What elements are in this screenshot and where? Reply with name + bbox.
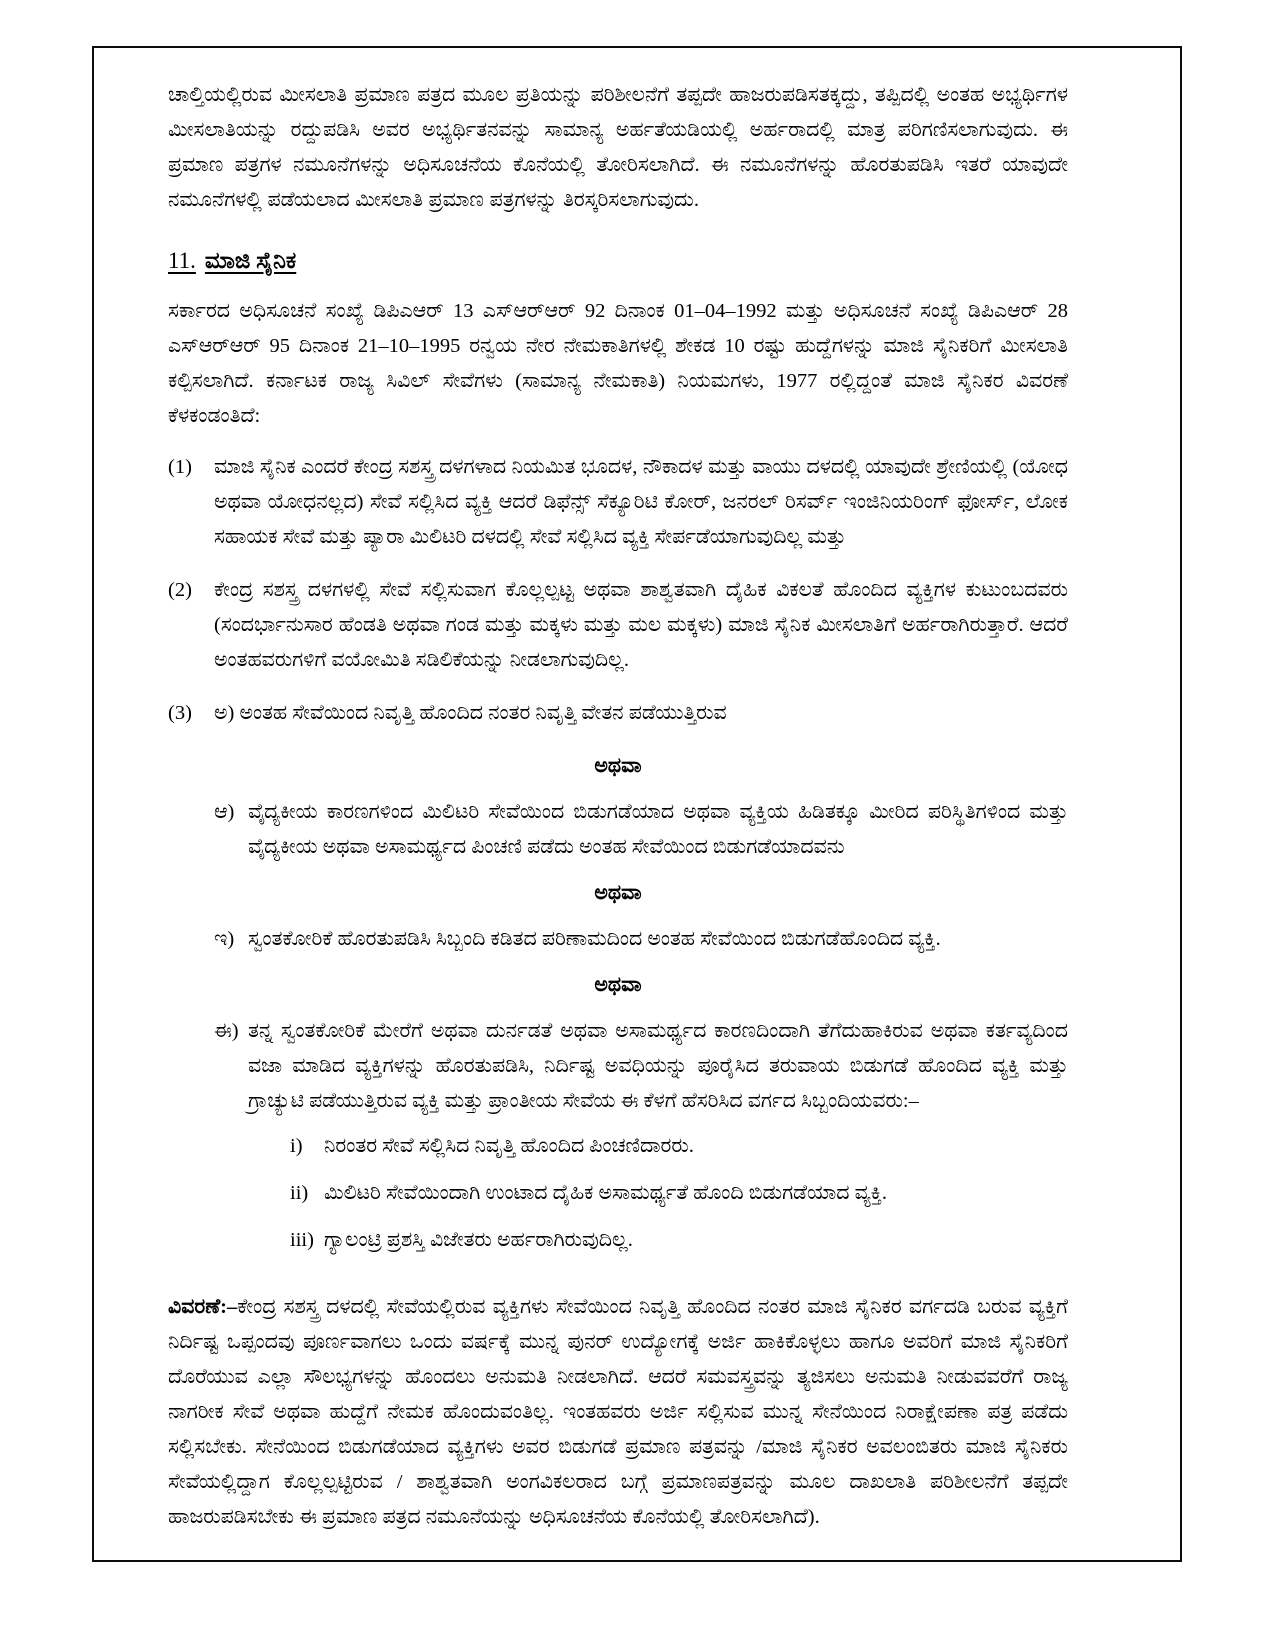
intro-paragraph: ಚಾಲ್ತಿಯಲ್ಲಿರುವ ಮೀಸಲಾತಿ ಪ್ರಮಾಣ ಪತ್ರದ ಮೂಲ ಪ್ರತಿಯನ್ನು ಪರಿಶೀಲನೆಗೆ ತಪ್ಪದೇ ಹಾಜರುಪಡಿಸತಕ್ಕದ್ದು, ತಪ್ಪಿದಲ್ಲಿ ಅಂತಹ ಅಭ್ಯರ್ಥಿಗಳ ಮೀಸಲಾತಿಯನ್ನು ರದ್ದುಪಡಿಸಿ ಅವರ ಅಭ್ಯರ್ಥಿತನವನ್ನು ಸಾಮಾನ್ಯ ಅರ್ಹತೆಯಡಿಯಲ್ಲಿ ಅರ್ಹರಾದಲ್ಲಿ ಮಾತ್ರ ಪರಿಗಣಿಸಲಾಗುವುದು. ಈ ಪ್ರಮಾಣ ಪತ್ರಗಳ ನಮೂನೆಗಳನ್ನು ಅಧಿಸೂಚನೆಯ ಕೊನೆಯಲ್ಲಿ ತೋರಿಸಲಾಗಿದೆ. ಈ ನಮೂನೆಗಳನ್ನು ಹೊರತುಪಡಿಸಿ ಇತರೆ ಯಾವುದೇ ನಮೂನೆಗಳಲ್ಲಿ ಪಡೆಯಲಾದ ಮೀಸಲಾತಿ ಪ್ರಮಾಣ ಪತ್ರಗಳನ್ನು ತಿರಸ್ಕರಿಸಲಾಗುವುದು. — [168, 84, 1068, 211]
section-lead-paragraph: ಸರ್ಕಾರದ ಅಧಿಸೂಚನೆ ಸಂಖ್ಯೆ ಡಿಪಿಎಆರ್ 13 ಎಸ್‌ಆರ್‌ಆರ್ 92 ದಿನಾಂಕ 01–04–1992 ಮತ್ತು ಅಧಿಸೂಚನೆ ಸಂಖ್ಯೆ ಡಿಪಿಎಆರ್ 28 ಎಸ್‌ಆರ್‌ಆರ್ 95 ದಿನಾಂಕ 21–10–1995 ರನ್ವಯ ನೇರ ನೇಮಕಾತಿಗಳಲ್ಲಿ ಶೇಕಡ 10 ರಷ್ಟು ಹುದ್ದೆಗಳನ್ನು ಮಾಜಿ ಸೈನಿಕರಿಗೆ ಮೀಸಲಾತಿ ಕಲ್ಪಿಸಲಾಗಿದೆ. ಕರ್ನಾಟಕ ರಾಜ್ಯ ಸಿವಿಲ್ ಸೇವೆಗಳು (ಸಾಮಾನ್ಯ ನೇಮಕಾತಿ) ನಿಯಮಗಳು, 1977 ರಲ್ಲಿದ್ದಂತೆ ಮಾಜಿ ಸೈನಿಕರ ವಿವರಣೆ ಕೆಳಕಂಡಂತಿದೆ: — [168, 300, 1068, 427]
separator-athava-1: ಅಥವಾ — [594, 755, 642, 777]
subclause-ee-marker: ಈ) — [214, 1020, 239, 1042]
subclause-i-marker: ಇ) — [214, 928, 235, 950]
roman-item-ii-text: ಮಿಲಿಟರಿ ಸೇವೆಯಿಂದಾಗಿ ಉಂಟಾದ ದೈಹಿಕ ಅಸಾಮರ್ಥ್ಯತೆ ಹೊಂದಿ ಬಿಡುಗಡೆಯಾದ ವ್ಯಕ್ತಿ. — [324, 1182, 888, 1204]
section-heading — [168, 244, 1068, 278]
subclause-ee — [168, 1014, 1068, 1119]
subclause-i — [168, 922, 1068, 957]
explanation-paragraph — [168, 1290, 1068, 1535]
roman-item-ii — [290, 1176, 1068, 1211]
subclause-aa-text: ವೈದ್ಯಕೀಯ ಕಾರಣಗಳಿಂದ ಮಿಲಿಟರಿ ಸೇವೆಯಿಂದ ಬಿಡುಗಡೆಯಾದ ಅಥವಾ ವ್ಯಕ್ತಿಯ ಹಿಡಿತಕ್ಕೂ ಮೀರಿದ ಪರಿಸ್ಥಿತಿಗಳಿಂದ ಮತ್ತು ವೈದ್ಯಕೀಯ ಅಥವಾ ಅಸಾಮರ್ಥ್ಯದ ಪಿಂಚಣಿ ಪಡೆದು ಅಂತಹ ಸೇವೆಯಿಂದ ಬಿಡುಗಡೆಯಾದವನು — [248, 801, 1068, 858]
section-number: 11. — [168, 248, 196, 273]
separator-athava-2: ಅಥವಾ — [594, 882, 642, 904]
clause-3-marker: (3) — [168, 702, 192, 724]
section-title: ಮಾಜಿ ಸೈನಿಕ — [204, 248, 297, 273]
subclause-ee-text: ತನ್ನ ಸ್ವಂತಕೋರಿಕೆ ಮೇರೆಗೆ ಅಥವಾ ದುರ್ನಡತೆ ಅಥವಾ ಅಸಾಮರ್ಥ್ಯದ ಕಾರಣದಿಂದಾಗಿ ತೆಗೆದುಹಾಕಿರುವ ಅಥವಾ ಕರ್ತವ್ಯದಿಂದ ವಜಾ ಮಾಡಿದ ವ್ಯಕ್ತಿಗಳನ್ನು ಹೊರತುಪಡಿಸಿ, ನಿರ್ದಿಷ್ಟ ಅವಧಿಯನ್ನು ಪೂರೈಸಿದ ತರುವಾಯ ಬಿಡುಗಡೆ ಹೊಂದಿದ ವ್ಯಕ್ತಿ ಮತ್ತು ಗ್ರಾಚ್ಯುಟಿ ಪಡೆಯುತ್ತಿರುವ ವ್ಯಕ್ತಿ ಮತ್ತು ಪ್ರಾಂತೀಯ ಸೇವೆಯ ಈ ಕೆಳಗೆ ಹೆಸರಿಸಿದ ವರ್ಗದ ಸಿಬ್ಬಂದಿಯವರು:– — [248, 1020, 1068, 1112]
subclause-aa-marker: ಆ) — [214, 801, 235, 823]
explanation-text: ಕೇಂದ್ರ ಸಶಸ್ತ್ರ ದಳದಲ್ಲಿ ಸೇವೆಯಲ್ಲಿರುವ ವ್ಯಕ್ತಿಗಳು ಸೇವೆಯಿಂದ ನಿವೃತ್ತಿ ಹೊಂದಿದ ನಂತರ ಮಾಜಿ ಸೈನಿಕರ ವರ್ಗದಡಿ ಬರುವ ವ್ಯಕ್ತಿಗೆ ನಿರ್ದಿಷ್ಟ ಒಪ್ಪಂದವು ಪೂರ್ಣವಾಗಲು ಒಂದು ವರ್ಷಕ್ಕೆ ಮುನ್ನ ಪುನರ್ ಉದ್ಯೋಗಕ್ಕೆ ಅರ್ಜಿ ಹಾಕಿಕೊಳ್ಳಲು ಹಾಗೂ ಅವರಿಗೆ ಮಾಜಿ ಸೈನಿಕರಿಗೆ ದೊರೆಯುವ ಎಲ್ಲಾ ಸೌಲಭ್ಯಗಳನ್ನು ಹೊಂದಲು ಅನುಮತಿ ನೀಡಲಾಗಿದೆ. ಆದರೆ ಸಮವಸ್ತ್ರವನ್ನು ತ್ಯಜಿಸಲು ಅನುಮತಿ ನೀಡುವವರೆಗೆ ರಾಜ್ಯ ನಾಗರೀಕ ಸೇವೆ ಅಥವಾ ಹುದ್ದೆಗೆ ನೇಮಕ ಹೊಂದುವಂತಿಲ್ಲ. ಇಂತಹವರು ಅರ್ಜಿ ಸಲ್ಲಿಸುವ ಮುನ್ನ ಸೇನೆಯಿಂದ ನಿರಾಕ್ಷೇಪಣಾ ಪತ್ರ ಪಡೆದು ಸಲ್ಲಿಸಬೇಕು. ಸೇನೆಯಿಂದ ಬಿಡುಗಡೆಯಾದ ವ್ಯಕ್ತಿಗಳು ಅವರ ಬಿಡುಗಡೆ ಪ್ರಮಾಣ ಪತ್ರವನ್ನು /ಮಾಜಿ ಸೈನಿಕರ ಅವಲಂಬಿತರು ಮಾಜಿ ಸೈನಿಕರು ಸೇವೆಯಲ್ಲಿದ್ದಾಗ ಕೊಲ್ಲಲ್ಪಟ್ಟಿರುವ / ಶಾಶ್ವತವಾಗಿ ಅಂಗವಿಕಲರಾದ ಬಗ್ಗೆ ಪ್ರಮಾಣಪತ್ರವನ್ನು ಮೂಲ ದಾಖಲಾತಿ ಪರಿಶೀಲನೆಗೆ ತಪ್ಪದೇ ಹಾಜರುಪಡಿಸಬೇಕು ಈ ಪ್ರಮಾಣ ಪತ್ರದ ನಮೂನೆಯನ್ನು ಅಧಿಸೂಚನೆಯ ಕೊನೆಯಲ್ಲಿ ತೋರಿಸಲಾಗಿದೆ). — [168, 1296, 1068, 1528]
clause-1 — [168, 450, 1068, 555]
roman-item-i — [290, 1129, 1068, 1164]
subclause-aa — [168, 795, 1068, 865]
roman-numeral-list — [168, 1129, 1068, 1258]
clause-3-text: ಅಂತಹ ಸೇವೆಯಿಂದ ನಿವೃತ್ತಿ ಹೊಂದಿದ ನಂತರ ನಿವೃತ್ತಿ ವೇತನ ಪಡೆಯುತ್ತಿರುವ — [239, 702, 727, 724]
clause-3-body — [214, 696, 1068, 731]
clause-1-marker: (1) — [168, 456, 192, 478]
clause-2-marker: (2) — [168, 579, 192, 601]
clause-3 — [168, 696, 1068, 731]
page-content — [168, 78, 1068, 1556]
roman-item-iii — [290, 1223, 1068, 1258]
roman-item-iii-marker: iii) — [290, 1229, 314, 1251]
clause-3-sub-marker: ಅ) — [214, 702, 235, 724]
roman-item-i-marker: i) — [290, 1135, 303, 1157]
clause-2-text: ಕೇಂದ್ರ ಸಶಸ್ತ್ರ ದಳಗಳಲ್ಲಿ ಸೇವೆ ಸಲ್ಲಿಸುವಾಗ ಕೊಲ್ಲಲ್ಪಟ್ಟ ಅಥವಾ ಶಾಶ್ವತವಾಗಿ ದೈಹಿಕ ವಿಕಲತೆ ಹೊಂದಿದ ವ್ಯಕ್ತಿಗಳ ಕುಟುಂಬದವರು (ಸಂದರ್ಭಾನುಸಾರ ಹೆಂಡತಿ ಅಥವಾ ಗಂಡ ಮತ್ತು ಮಕ್ಕಳು ಮತ್ತು ಮಲ ಮಕ್ಕಳು) ಮಾಜಿ ಸೈನಿಕ ಮೀಸಲಾತಿಗೆ ಅರ್ಹರಾಗಿರುತ್ತಾರೆ. ಆದರೆ ಅಂತಹವರುಗಳಿಗೆ ವಯೋಮಿತಿ ಸಡಿಲಿಕೆಯನ್ನು ನೀಡಲಾಗುವುದಿಲ್ಲ. — [214, 579, 1068, 671]
roman-item-i-text: ನಿರಂತರ ಸೇವೆ ಸಲ್ಲಿಸಿದ ನಿವೃತ್ತಿ ಹೊಂದಿದ ಪಿಂಚಣಿದಾರರು. — [324, 1135, 694, 1157]
clause-2 — [168, 573, 1068, 678]
separator-athava-3: ಅಥವಾ — [594, 974, 642, 996]
roman-item-ii-marker: ii) — [290, 1182, 309, 1204]
explanation-lead-label: ವಿವರಣೆ:– — [168, 1296, 238, 1318]
clause-1-text: ಮಾಜಿ ಸೈನಿಕ ಎಂದರೆ ಕೇಂದ್ರ ಸಶಸ್ತ್ರ ದಳಗಳಾದ ನಿಯಮಿತ ಭೂದಳ, ನೌಕಾದಳ ಮತ್ತು ವಾಯು ದಳದಲ್ಲಿ ಯಾವುದೇ ಶ್ರೇಣಿಯಲ್ಲಿ (ಯೋಧ ಅಥವಾ ಯೋಧನಲ್ಲದ) ಸೇವೆ ಸಲ್ಲಿಸಿದ ವ್ಯಕ್ತಿ ಆದರೆ ಡಿಫೆನ್ಸ್ ಸೆಕ್ಯೂರಿಟಿ ಕೋರ್, ಜನರಲ್ ರಿಸರ್ವ್ ಇಂಜಿನಿಯರಿಂಗ್ ಫೋರ್ಸ್, ಲೋಕ ಸಹಾಯಕ ಸೇವೆ ಮತ್ತು ಪ್ಯಾರಾ ಮಿಲಿಟರಿ ದಳದಲ್ಲಿ ಸೇವೆ ಸಲ್ಲಿಸಿದ ವ್ಯಕ್ತಿ ಸೇರ್ಪಡೆಯಾಗುವುದಿಲ್ಲ ಮತ್ತು — [214, 456, 1068, 548]
roman-item-iii-text: ಗ್ಯಾಲಂಟ್ರಿ ಪ್ರಶಸ್ತಿ ವಿಜೇತರು ಅರ್ಹರಾಗಿರುವುದಿಲ್ಲ. — [324, 1229, 633, 1251]
subclause-i-text: ಸ್ವಂತಕೋರಿಕೆ ಹೊರತುಪಡಿಸಿ ಸಿಬ್ಬಂದಿ ಕಡಿತದ ಪರಿಣಾಮದಿಂದ ಅಂತಹ ಸೇವೆಯಿಂದ ಬಿಡುಗಡೆಹೊಂದಿದ ವ್ಯಕ್ತಿ. — [248, 928, 941, 950]
